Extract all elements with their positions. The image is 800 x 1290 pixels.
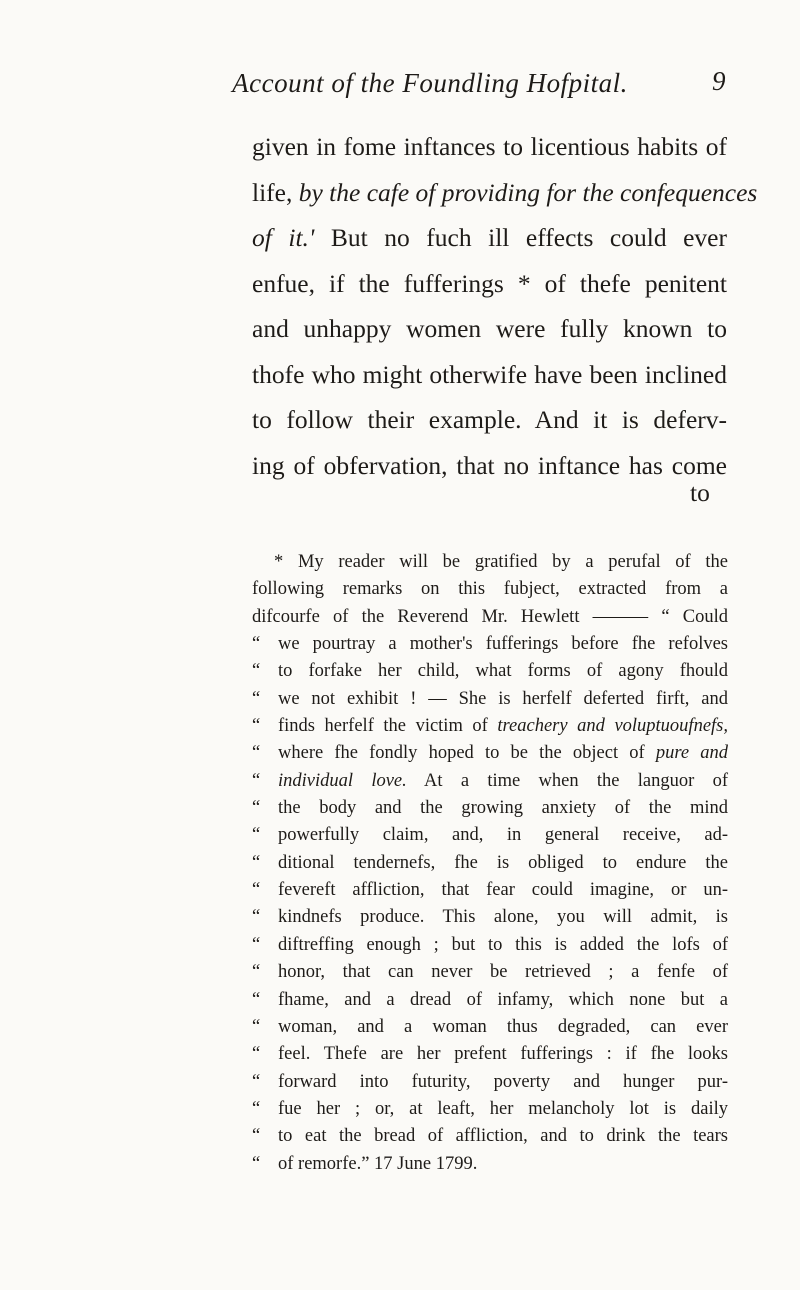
footnote-line — [252, 713, 728, 740]
footnote-text: fhame, and a dread of infamy, which none but a — [278, 989, 728, 1010]
footnote-line — [252, 904, 728, 931]
footnote-line — [252, 1014, 728, 1041]
footnote-italic: pure and — [655, 743, 728, 764]
body-line: to follow their example. And it is deferv- — [252, 405, 727, 434]
quote-mark: “ — [252, 1071, 261, 1092]
italic-phrase-2: of it.' — [252, 223, 315, 252]
quote-mark: “ — [252, 1098, 261, 1119]
footnote-text: forward into futurity, poverty and hunger pur- — [278, 1071, 728, 1092]
footnote-line — [252, 1096, 728, 1123]
footnote-line — [252, 658, 728, 685]
footnote-text: My reader will be gratified by a perufal of the — [297, 552, 728, 572]
page-number: 9 — [712, 66, 726, 96]
footnote-line — [252, 932, 728, 959]
footnote-line — [252, 1123, 728, 1150]
footnote-text: feel. Thefe are her prefent fufferings : if fhe looks — [278, 1044, 728, 1065]
catchword: to — [690, 478, 710, 507]
italic-phrase: by the cafe of providing for the confequences — [298, 177, 758, 207]
footnote-text: where fhe fondly hoped to be the object of pure and — [278, 743, 728, 764]
quote-mark: “ — [252, 962, 261, 983]
footnote-line — [252, 768, 728, 795]
quote-mark: “ — [252, 989, 261, 1010]
main-paragraph — [252, 124, 758, 488]
footnote-text: the body and the growing anxiety of the mind — [278, 798, 728, 819]
footnote-line — [252, 631, 728, 658]
footnote-text: finds herfelf the victim of treachery and voluptuoufnefs, — [278, 716, 728, 737]
body-line-italic — [252, 170, 758, 216]
quote-mark: “ — [252, 825, 261, 846]
footnote-text: of remorfe.” 17 June 1799. — [278, 1153, 478, 1174]
footnote-line — [252, 795, 728, 822]
body-line: and unhappy women were fully known to — [252, 314, 727, 343]
footnote-text: to eat the bread of affliction, and to drink the tears — [278, 1126, 728, 1147]
footnote-text: individual love. At a time when the languor of — [278, 770, 728, 791]
footnote-line — [252, 1069, 728, 1096]
quote-mark: “ — [252, 661, 261, 682]
footnote-text: ditional tendernefs, fhe is obliged to endure the — [278, 852, 728, 873]
quote-mark: “ — [252, 1126, 261, 1147]
footnote-line — [252, 604, 728, 631]
footnote-text: fue her ; or, at leaft, her melancholy lot is daily — [278, 1098, 728, 1119]
quote-mark: “ — [252, 852, 261, 873]
quote-mark: “ — [252, 798, 261, 819]
footnote-text: we not exhibit ! — She is herfelf deferted firft, and — [278, 688, 728, 709]
footnote-text: woman, and a woman thus degraded, can ever — [278, 1016, 728, 1037]
footnote — [252, 549, 728, 1178]
footnote-line — [252, 987, 728, 1014]
footnote-text: powerfully claim, and, in general receive, ad- — [278, 825, 728, 846]
footnote-italic: treachery and voluptuoufnefs, — [497, 716, 728, 737]
body-line-word: life, — [252, 177, 293, 207]
footnote-marker: * — [274, 552, 298, 572]
footnote-text: diftreffing enough ; but to this is added the lofs of — [278, 934, 728, 955]
footnote-text: difcourfe of the Reverend Mr. Hewlett ——— “ Could — [252, 606, 728, 627]
body-line: thofe who might otherwife have been inclined — [252, 359, 727, 389]
footnote-line — [252, 1151, 728, 1178]
quote-mark: “ — [252, 880, 261, 901]
footnote-line — [252, 740, 728, 767]
footnote-text: honor, that can never be retrieved ; a fenfe of — [278, 962, 728, 983]
quote-mark: “ — [252, 716, 261, 737]
footnote-text: fevereft affliction, that fear could imagine, or un- — [278, 880, 728, 901]
quote-mark: “ — [252, 770, 261, 791]
body-line-mixed — [252, 215, 727, 261]
body-line: given in fome inftances to licentious habits of — [252, 132, 727, 161]
footnote-line — [252, 576, 728, 603]
footnote-line — [252, 822, 728, 849]
running-title: Account of the Foundling Hofpital. — [232, 68, 628, 98]
footnote-text: kindnefs produce. This alone, you will admit, is — [278, 907, 728, 928]
footnote-line — [252, 1041, 728, 1068]
quote-mark: “ — [252, 634, 261, 655]
footnote-line — [252, 877, 728, 904]
quote-mark: “ — [252, 743, 261, 764]
body-line-rest: But no fuch ill effects could ever — [330, 223, 727, 252]
footnote-line — [252, 850, 728, 877]
quote-mark: “ — [252, 1044, 261, 1065]
footnote-text: we pourtray a mother's fufferings before fhe refolves — [278, 634, 728, 655]
footnote-text: to forfake her child, what forms of agony fhould — [278, 661, 728, 682]
footnote-italic: individual love. — [278, 770, 407, 791]
body-line: enfue, if the fufferings * of thefe penitent — [252, 268, 727, 298]
footnote-line — [252, 549, 728, 576]
footnote-text: following remarks on this fubject, extracted from a — [252, 579, 728, 600]
quote-mark: “ — [252, 934, 261, 955]
quote-mark: “ — [252, 1016, 261, 1037]
quote-mark: “ — [252, 907, 261, 928]
footnote-line — [252, 686, 728, 713]
quote-mark: “ — [252, 1153, 261, 1174]
footnote-line — [252, 959, 728, 986]
quote-mark: “ — [252, 688, 261, 709]
body-line: ing of obfervation, that no inftance has come — [252, 450, 727, 480]
